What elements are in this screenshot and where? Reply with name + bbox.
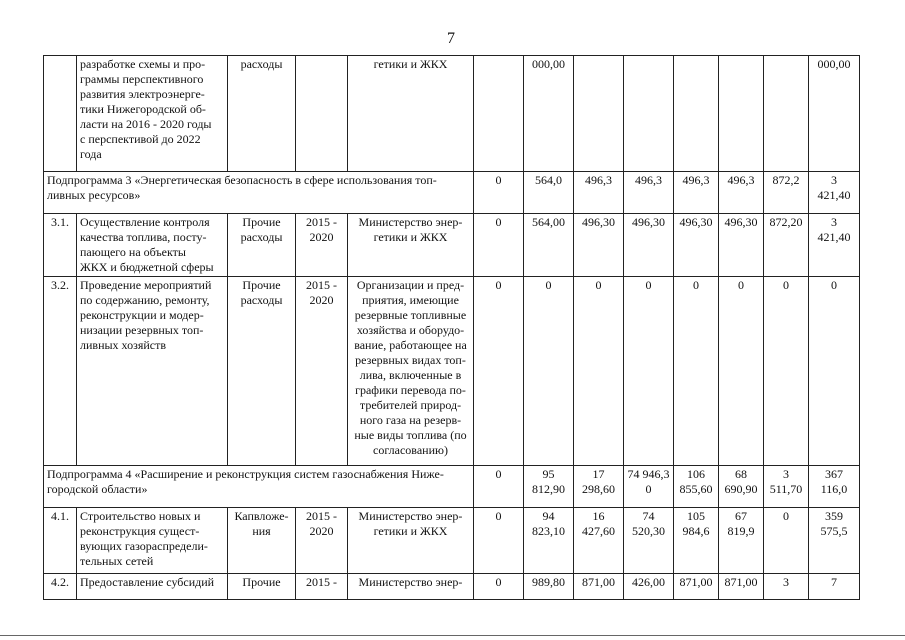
value-cell: 68 690,90	[719, 466, 764, 508]
value-cell: 0	[524, 277, 574, 466]
value-cell: 0	[764, 277, 809, 466]
value-cell: 367 116,0	[809, 466, 860, 508]
subprogram-title-cell: Подпрограмма 4 «Расширение и реконструкция систем газоснабжения Ниже- городской области»	[44, 466, 474, 508]
value-cell: 0	[574, 277, 624, 466]
value-cell: 67 819,9	[719, 508, 764, 574]
value-cell: 496,3	[674, 172, 719, 214]
value-cell	[719, 56, 764, 172]
value-cell: 872,2	[764, 172, 809, 214]
value-cell: 0	[764, 508, 809, 574]
item-number-cell: 4.1.	[44, 508, 77, 574]
value-cell: 0	[474, 277, 524, 466]
item-number-cell: 3.2.	[44, 277, 77, 466]
executor-cell: гетики и ЖКХ	[348, 56, 474, 172]
period-cell	[296, 56, 348, 172]
expense-type-cell: Прочие расходы	[228, 214, 296, 277]
value-cell: 3 421,40	[809, 172, 860, 214]
table-row	[44, 508, 860, 574]
expense-type-cell: расходы	[228, 56, 296, 172]
value-cell: 564,00	[524, 214, 574, 277]
subprogram-row	[44, 172, 860, 214]
measure-name-cell: разработке схемы и про- граммы перспективного развития электроэнерге- тики Нижегородской об- ласти на 2016 - 2020 годы с перспективой до 2022 года	[77, 56, 228, 172]
expense-type-cell: Капвложе- ния	[228, 508, 296, 574]
executor-cell: Организации и пред- приятия, имеющие резервные топливные хозяйства и оборудо- вание, работающее на резервных видах топ- лива, включенные в графики перевода по- требителей природ- ного газа на резерв- ные виды топлива (по согласованию)	[348, 277, 474, 466]
period-cell: 2015 - 2020	[296, 214, 348, 277]
period-cell: 2015 - 2020	[296, 508, 348, 574]
subprogram-title-cell: Подпрограмма 3 «Энергетическая безопасность в сфере использования топ- ливных ресурсов»	[44, 172, 474, 214]
value-cell: 7	[809, 574, 860, 600]
expense-type-cell: Прочие расходы	[228, 277, 296, 466]
item-number-cell: 3.1.	[44, 214, 77, 277]
value-cell: 000,00	[524, 56, 574, 172]
value-cell: 0	[809, 277, 860, 466]
value-cell	[474, 56, 524, 172]
value-cell: 872,20	[764, 214, 809, 277]
measure-name-cell: Строительство новых и реконструкция сущест- вующих газораспредели- тельных сетей	[77, 508, 228, 574]
value-cell: 0	[719, 277, 764, 466]
value-cell: 0	[474, 214, 524, 277]
value-cell: 564,0	[524, 172, 574, 214]
value-cell: 871,00	[674, 574, 719, 600]
value-cell: 0	[674, 277, 719, 466]
value-cell: 106 855,60	[674, 466, 719, 508]
program-table	[43, 55, 860, 600]
value-cell: 105 984,6	[674, 508, 719, 574]
expense-type-cell: Прочие	[228, 574, 296, 600]
value-cell: 74 520,30	[624, 508, 674, 574]
value-cell: 496,3	[624, 172, 674, 214]
value-cell: 3 511,70	[764, 466, 809, 508]
value-cell: 496,30	[719, 214, 764, 277]
value-cell: 871,00	[574, 574, 624, 600]
value-cell: 0	[474, 508, 524, 574]
value-cell: 94 823,10	[524, 508, 574, 574]
table-row	[44, 574, 860, 600]
measure-name-cell: Предоставление субсидий	[77, 574, 228, 600]
value-cell: 496,30	[574, 214, 624, 277]
executor-cell: Министерство энер-	[348, 574, 474, 600]
measure-name-cell: Осуществление контроля качества топлива, посту- пающего на объекты ЖКХ и бюджетной сферы	[77, 214, 228, 277]
value-cell: 0	[474, 466, 524, 508]
measure-name-cell: Проведение мероприятий по содержанию, ремонту, реконструкции и модер- низации резервных топ- ливных хозяйств	[77, 277, 228, 466]
value-cell: 16 427,60	[574, 508, 624, 574]
item-number-cell: 4.2.	[44, 574, 77, 600]
value-cell	[574, 56, 624, 172]
executor-cell: Министерство энер- гетики и ЖКХ	[348, 214, 474, 277]
executor-cell: Министерство энер- гетики и ЖКХ	[348, 508, 474, 574]
value-cell: 871,00	[719, 574, 764, 600]
period-cell: 2015 -	[296, 574, 348, 600]
page-number: 7	[447, 30, 455, 47]
value-cell: 0	[624, 277, 674, 466]
table-row	[44, 214, 860, 277]
value-cell	[624, 56, 674, 172]
value-cell: 496,30	[624, 214, 674, 277]
value-cell: 17 298,60	[574, 466, 624, 508]
period-cell: 2015 - 2020	[296, 277, 348, 466]
value-cell	[674, 56, 719, 172]
value-cell: 74 946,3 0	[624, 466, 674, 508]
value-cell: 95 812,90	[524, 466, 574, 508]
value-cell: 496,3	[574, 172, 624, 214]
value-cell: 0	[474, 574, 524, 600]
table-body	[44, 56, 860, 600]
value-cell: 3 421,40	[809, 214, 860, 277]
value-cell: 496,30	[674, 214, 719, 277]
table-row	[44, 277, 860, 466]
value-cell: 426,00	[624, 574, 674, 600]
value-cell: 0	[474, 172, 524, 214]
value-cell: 989,80	[524, 574, 574, 600]
value-cell: 359 575,5	[809, 508, 860, 574]
item-number-cell	[44, 56, 77, 172]
value-cell: 000,00	[809, 56, 860, 172]
value-cell	[764, 56, 809, 172]
table-row	[44, 56, 860, 172]
subprogram-row	[44, 466, 860, 508]
value-cell: 496,3	[719, 172, 764, 214]
bottom-rule	[0, 635, 905, 636]
value-cell: 3	[764, 574, 809, 600]
